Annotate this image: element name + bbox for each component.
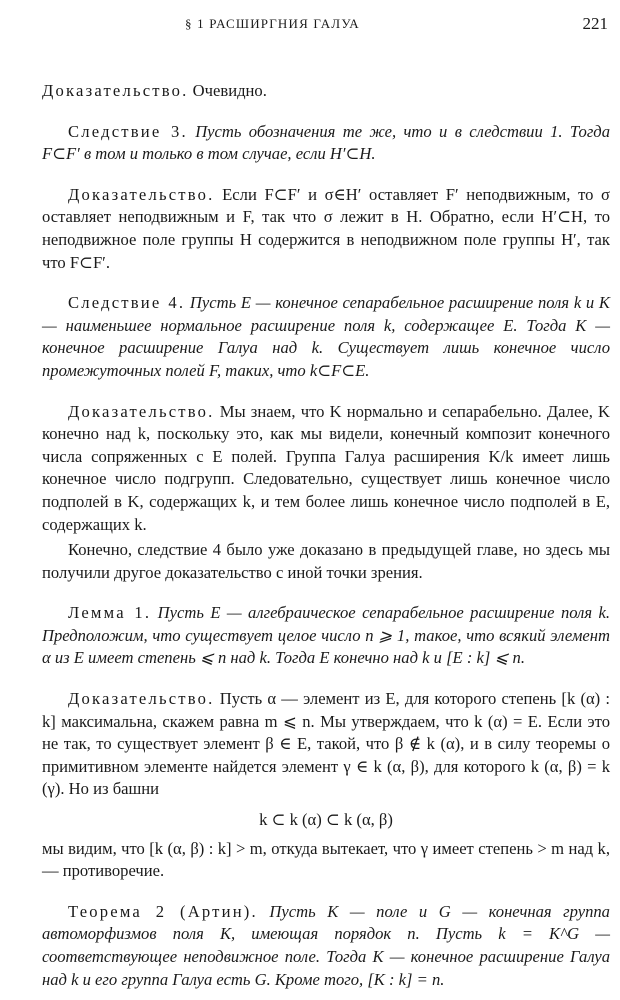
theorem-statement: Пусть K — поле и G — конечная группа автоморфизмов поля K, имеющая порядок n. Пусть k = K^G — соответствующее неподвижное поле. Тогда K — конечное расширение Галуа над k и его группа Галуа есть G. Кроме того, [K : k] = n. [42,901,610,989]
running-head [0,14,620,38]
corollary-3 [42,121,610,166]
proof-label: Доказательство. [68,689,215,709]
proof-continuation [42,838,610,883]
corollary-label: Следствие 4. [68,293,186,313]
chapter-heading: § 1 РАСШИРГНИЯ ГАЛУА [185,16,360,31]
page-number: 221 [582,14,608,33]
display-formula: k ⊂ k (α) ⊂ k (α, β) [259,810,393,830]
proof-paragraph [42,688,610,801]
proof-label: Доказательство. [42,81,189,100]
proof-text: Мы знаем, что K нормально и сепарабельно. Далее, K конечно над k, поскольку это, как мы видели, конечный композит конечного числа сопряженных с E полей. Группа Галуа расширения K/k имеет лишь конечное число подгрупп. Следовательно, существует лишь конечное число подполей в K, содержащих k, и тем более лишь конечное число подполей в E, содержащих k. [42,401,610,534]
theorem-2 [42,901,610,991]
proof-paragraph [42,184,610,274]
proof-paragraph [42,80,610,103]
remark-paragraph [42,539,610,584]
proof-text: Если F⊂F′ и σ∈H′ оставляет F′ неподвижным, то σ оставляет неподвижным и F, так что σ лежит в H. Обратно, если H′⊂H, то неподвижное поле группы H содержится в неподвижном поле группы H′, так что F⊂F′. [42,184,610,272]
proof-label: Доказательство. [68,184,215,204]
proof-text: мы видим, что [k (α, β) : k] > m, откуда вытекает, что γ имеет степень > m над k, — противоречие. [42,838,610,881]
corollary-statement: Пусть обозначения те же, что и в следствии 1. Тогда F⊂F′ в том и только в том случае, если H′⊂H. [42,121,610,164]
proof-text: Очевидно. [188,81,267,100]
proof-paragraph [42,401,610,537]
corollary-statement: Пусть E — конечное сепарабельное расширение поля k и K — наименьшее нормальное расширение поля k, содержащее E. Тогда K — конечное расширение Галуа над k. Существует лишь конечное число промежуточных полей F, таких, что k⊂F⊂E. [42,293,610,380]
lemma-label: Лемма 1. [68,603,152,623]
corollary-label: Следствие 3. [68,121,188,141]
proof-label: Доказательство. [68,401,215,421]
proof-text: Пусть α — элемент из E, для которого степень [k (α) : k] максимальна, скажем равна m ⩽ n. Мы утверждаем, что k (α) = E. Если это не так, то существует элемент β ∈ E, такой, что β ∉ k (α), и в силу теоремы о примитивном элементе найдется элемент γ ∈ k (α, β), для которого k (α, β) = k (γ). Но из башни [42,689,610,799]
lemma-statement: Пусть E — алгебраическое сепарабельное расширение поля k. Предположим, что существует целое число n ⩾ 1, такое, что всякий элемент α из E имеет степень ⩽ n над k. Тогда E конечно над k и [E : k] ⩽ n. [42,603,611,668]
lemma-1 [42,602,610,670]
remark-text: Конечно, следствие 4 было уже доказано в предыдущей главе, но здесь мы получили другое доказательство с иной точки зрения. [42,540,610,582]
corollary-4 [42,292,610,382]
theorem-label: Теорема 2 (Артин). [68,901,258,921]
body-text [42,80,610,991]
